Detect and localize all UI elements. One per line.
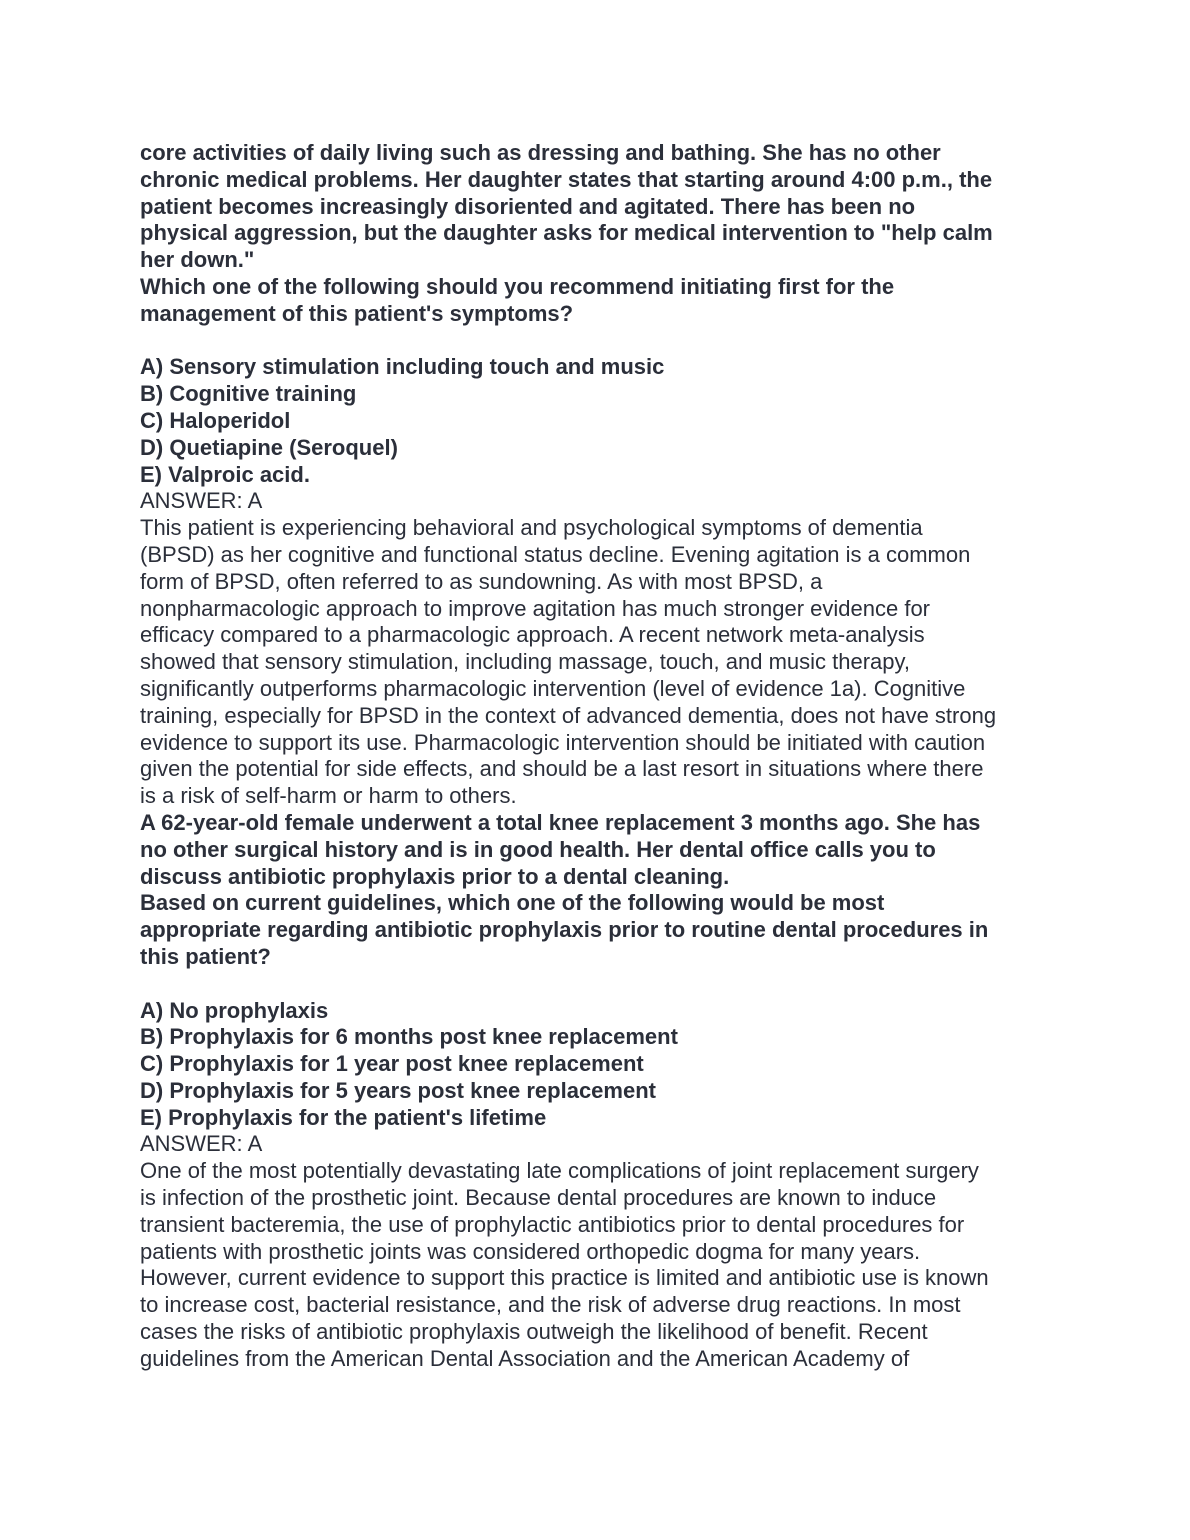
option-e: E) Prophylaxis for the patient's lifetime bbox=[140, 1104, 547, 1130]
stem-line: management of this patient's symptoms? bbox=[140, 300, 574, 326]
question-2-answer: ANSWER: A bbox=[140, 1131, 263, 1157]
stem-line: no other surgical history and is in good health. Her dental office calls you to bbox=[140, 836, 936, 862]
explanation-line: cases the risks of antibiotic prophylaxis outweigh the likelihood of benefit. Recent bbox=[140, 1319, 928, 1345]
explanation-line: given the potential for side effects, and should be a last resort in situations where there bbox=[140, 756, 984, 782]
explanation-line: significantly outperforms pharmacologic intervention (level of evidence 1a). Cognitive bbox=[140, 675, 966, 701]
option-b: B) Cognitive training bbox=[140, 381, 357, 407]
option-b: B) Prophylaxis for 6 months post knee replacement bbox=[140, 1024, 678, 1050]
stem-line: physical aggression, but the daughter asks for medical intervention to "help calm bbox=[140, 220, 993, 246]
stem-line: discuss antibiotic prophylaxis prior to a dental cleaning. bbox=[140, 863, 730, 889]
explanation-line: This patient is experiencing behavioral and psychological symptoms of dementia bbox=[140, 515, 923, 541]
stem-line: Which one of the following should you recommend initiating first for the bbox=[140, 273, 895, 299]
explanation-line: One of the most potentially devastating late complications of joint replacement surgery bbox=[140, 1158, 979, 1184]
explanation-line: efficacy compared to a pharmacologic approach. A recent network meta-analysis bbox=[140, 622, 925, 648]
explanation-line: is infection of the prosthetic joint. Because dental procedures are known to induce bbox=[140, 1185, 937, 1211]
explanation-line: patients with prosthetic joints was considered orthopedic dogma for many years. bbox=[140, 1238, 921, 1264]
explanation-line: showed that sensory stimulation, including massage, touch, and music therapy, bbox=[140, 649, 910, 675]
explanation-line: evidence to support its use. Pharmacologic intervention should be initiated with caution bbox=[140, 729, 986, 755]
document-page bbox=[140, 140, 1060, 1373]
spacer bbox=[140, 971, 1060, 998]
option-c: C) Haloperidol bbox=[140, 407, 291, 433]
question-1 bbox=[140, 140, 1060, 810]
option-a: A) No prophylaxis bbox=[140, 997, 329, 1023]
question-2 bbox=[140, 810, 1060, 1373]
question-1-explanation bbox=[140, 515, 1060, 810]
option-c: C) Prophylaxis for 1 year post knee replacement bbox=[140, 1051, 644, 1077]
explanation-line: to increase cost, bacterial resistance, and the risk of adverse drug reactions. In most bbox=[140, 1292, 961, 1318]
option-a: A) Sensory stimulation including touch and music bbox=[140, 354, 665, 380]
stem-line: patient becomes increasingly disoriented and agitated. There has been no bbox=[140, 193, 916, 219]
explanation-line: However, current evidence to support this practice is limited and antibiotic use is known bbox=[140, 1265, 989, 1291]
option-d: D) Quetiapine (Seroquel) bbox=[140, 434, 398, 460]
explanation-line: (BPSD) as her cognitive and functional status decline. Evening agitation is a common bbox=[140, 541, 971, 567]
stem-line: her down." bbox=[140, 247, 255, 273]
stem-line: this patient? bbox=[140, 943, 271, 969]
stem-line: appropriate regarding antibiotic prophylaxis prior to routine dental procedures in bbox=[140, 917, 989, 943]
explanation-line: is a risk of self-harm or harm to others. bbox=[140, 783, 517, 809]
explanation-line: transient bacteremia, the use of prophylactic antibiotics prior to dental procedures for bbox=[140, 1211, 965, 1237]
stem-line: A 62-year-old female underwent a total knee replacement 3 months ago. She has bbox=[140, 809, 981, 835]
explanation-line: nonpharmacologic approach to improve agitation has much stronger evidence for bbox=[140, 595, 931, 621]
question-2-options bbox=[140, 998, 1060, 1132]
spacer bbox=[140, 328, 1060, 355]
option-e: E) Valproic acid. bbox=[140, 461, 310, 487]
stem-line: chronic medical problems. Her daughter states that starting around 4:00 p.m., the bbox=[140, 166, 993, 192]
explanation-line: training, especially for BPSD in the context of advanced dementia, does not have strong bbox=[140, 702, 997, 728]
question-2-stem bbox=[140, 810, 1060, 971]
stem-line: Based on current guidelines, which one of the following would be most bbox=[140, 890, 885, 916]
explanation-line: form of BPSD, often referred to as sundowning. As with most BPSD, a bbox=[140, 568, 823, 594]
question-2-explanation bbox=[140, 1158, 1060, 1372]
stem-line: core activities of daily living such as dressing and bathing. She has no other bbox=[140, 140, 941, 165]
question-1-options bbox=[140, 354, 1060, 488]
explanation-line: guidelines from the American Dental Association and the American Academy of bbox=[140, 1345, 910, 1371]
question-1-answer: ANSWER: A bbox=[140, 488, 263, 514]
option-d: D) Prophylaxis for 5 years post knee replacement bbox=[140, 1077, 656, 1103]
question-1-stem bbox=[140, 140, 1060, 328]
